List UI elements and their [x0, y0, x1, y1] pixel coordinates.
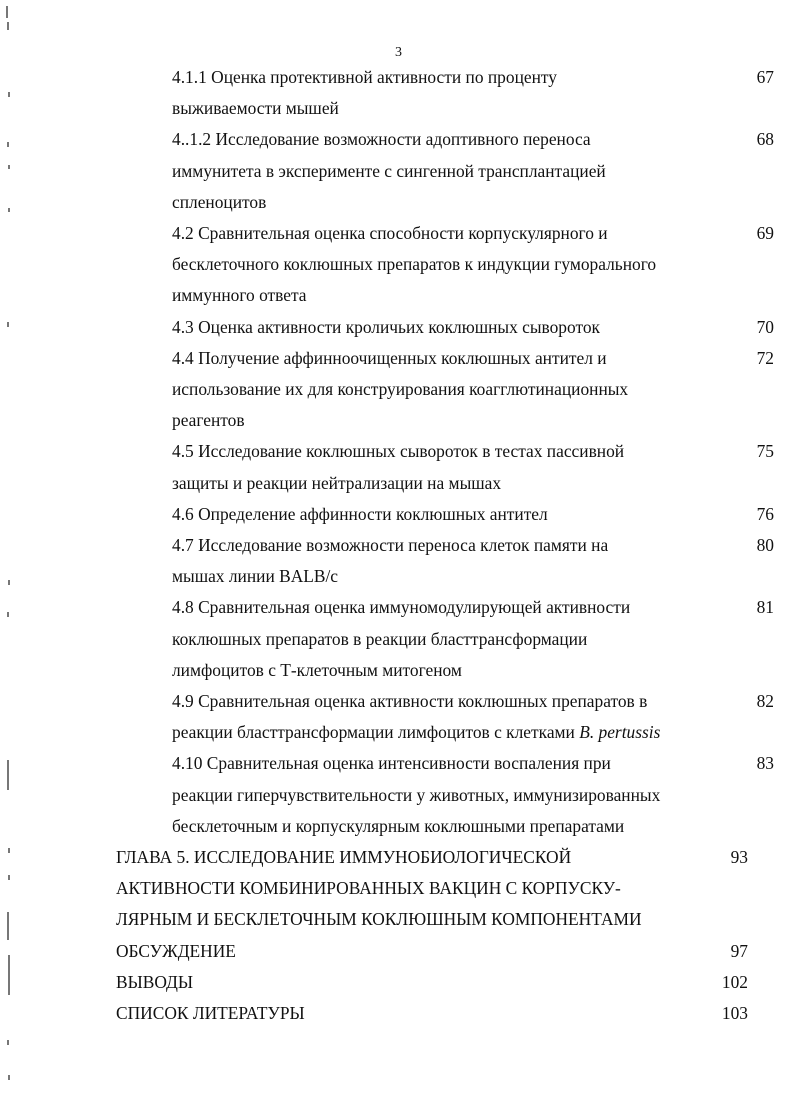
toc-entry-text: 4.1.1 Оценка протективной активности по проценту [172, 67, 557, 87]
toc-entry-line [116, 967, 716, 998]
toc-entry-text: АКТИВНОСТИ КОМБИНИРОВАННЫХ ВАКЦИН С КОРПУСКУ- [116, 878, 621, 899]
toc-entry-line [172, 343, 712, 374]
toc-page-number: 70 [756, 316, 774, 337]
toc-entry-line [116, 936, 716, 967]
toc-entry-text: бесклеточным и корпускулярным коклюшными препаратами [172, 815, 625, 836]
toc-entry-text: реагентов [172, 410, 245, 431]
toc-section-entry [172, 499, 774, 530]
toc-entry-line [172, 374, 712, 405]
toc-entry-line [116, 904, 716, 935]
toc-entry-line [172, 624, 712, 655]
toc-page-number: 67 [756, 67, 774, 87]
toc-section-entry [172, 436, 774, 498]
toc-entry-text: 4.10 Сравнительная оценка интенсивности воспаления при [172, 753, 611, 774]
toc-entry-text: 4.7 Исследование возможности переноса клеток памяти на [172, 535, 609, 556]
toc-section-entry [172, 62, 774, 124]
scan-mark [7, 22, 9, 30]
toc-entry-text: 4.2 Сравнительная оценка способности корпускулярного и [172, 223, 608, 244]
toc-chapter-entry [116, 842, 748, 936]
toc-entry-line [172, 468, 712, 499]
toc-entry-text: СПИСОК ЛИТЕРАТУРЫ [116, 1003, 305, 1024]
toc-entry-text: 4.9 Сравнительная оценка активности коклюшных препаратов в [172, 691, 648, 712]
toc-page-number: 93 [730, 847, 748, 868]
toc-entry-line [172, 62, 712, 93]
toc-entry-line [172, 748, 712, 779]
toc-section-entry [172, 124, 774, 218]
toc-entry-line [172, 592, 712, 623]
toc-entry-text: реакции гиперчувствительности у животных, иммунизированных [172, 784, 661, 805]
toc-entry-line [172, 717, 712, 748]
toc-section-entry [172, 312, 774, 343]
toc-section-entry [172, 218, 774, 312]
scan-mark [8, 1075, 10, 1080]
toc-entry-text: ОБСУЖДЕНИЕ [116, 940, 236, 961]
toc-entry-line [172, 436, 712, 467]
toc-entry-line [116, 873, 716, 904]
toc-entry-text: ВЫВОДЫ [116, 971, 194, 992]
toc-page-number: 69 [756, 223, 774, 244]
toc-entry-line [172, 249, 712, 280]
toc-chapter-entry [116, 998, 748, 1029]
toc-entry-text: 4.3 Оценка активности кроличьих коклюшных сывороток [172, 316, 600, 337]
toc-entry-text: коклюшных препаратов в реакции бласттрансформации [172, 628, 588, 649]
toc-entry-line [172, 124, 712, 155]
toc-entry-line [172, 156, 712, 187]
toc-entry-line [172, 686, 712, 717]
toc-section-entry [172, 686, 774, 748]
toc-entry-text: спленоцитов [172, 191, 267, 212]
toc-section-entry [172, 530, 774, 592]
toc-entry-text: реакции бласттрансформации лимфоцитов с клетками [172, 722, 580, 743]
toc-chapter-entry [116, 967, 748, 998]
toc-entry-text: защиты и реакции нейтрализации на мышах [172, 472, 502, 493]
toc-page-number: 72 [756, 347, 774, 368]
toc-section-entry [172, 748, 774, 842]
toc-entry-text: ГЛАВА 5. ИССЛЕДОВАНИЕ ИММУНОБИОЛОГИЧЕСКОЙ [116, 847, 572, 868]
toc-entry-text: иммунного ответа [172, 285, 307, 306]
toc-section-entry [172, 343, 774, 437]
toc-entry-line [172, 499, 712, 530]
toc-entry-line [172, 561, 712, 592]
toc-entry-text: выживаемости мышей [172, 98, 339, 119]
toc-entry-line [116, 998, 716, 1029]
toc-entry-line [172, 655, 712, 686]
toc-entry-text: мышах линии BALB/c [172, 566, 339, 587]
toc-entry-text: иммунитета в эксперименте с сингенной трансплантацией [172, 160, 606, 181]
toc-page-number: 81 [756, 597, 774, 618]
toc-chapter-entry [116, 936, 748, 967]
toc-page-number: 68 [756, 129, 774, 150]
toc-entry-line [172, 93, 712, 124]
toc-entry-line [116, 842, 716, 873]
toc-entry-text: 4.4 Получение аффинноочищенных коклюшных антител и [172, 347, 607, 368]
toc-entry-italic-text: B. pertussis [579, 722, 661, 743]
toc-page-number: 102 [721, 971, 748, 992]
toc-entry-text: 4.8 Сравнительная оценка иммуномодулирующей активности [172, 597, 631, 618]
toc-page-number: 82 [756, 691, 774, 712]
scan-mark [7, 1040, 9, 1045]
toc-entry-line [172, 218, 712, 249]
toc-page-number: 103 [721, 1003, 748, 1024]
toc-entry-text: 4.6 Определение аффинности коклюшных антител [172, 503, 548, 524]
toc-entry-text: использование их для конструирования коагглютинационных [172, 379, 629, 400]
toc-entry-line [172, 187, 712, 218]
scan-mark [6, 6, 8, 18]
toc-entry-text: лимфоцитов с Т-клеточным митогеном [172, 659, 462, 680]
toc-page-number: 97 [730, 940, 748, 961]
toc-entry-line [172, 530, 712, 561]
toc-entry-line [172, 280, 712, 311]
toc-entry-line [172, 405, 712, 436]
toc-entry-line [172, 780, 712, 811]
toc-page-number: 75 [756, 441, 774, 462]
toc-entry-text: ЛЯРНЫМ И БЕСКЛЕТОЧНЫМ КОКЛЮШНЫМ КОМПОНЕНТАМИ [116, 909, 642, 930]
toc-entry-line [172, 312, 712, 343]
toc-entry-text: бесклеточного коклюшных препаратов к индукции гуморального [172, 254, 657, 275]
toc-entry-line [172, 811, 712, 842]
toc-page-number: 83 [756, 753, 774, 774]
toc-entry-text: 4..1.2 Исследование возможности адоптивного переноса [172, 129, 591, 150]
table-of-contents [0, 62, 797, 1029]
toc-page-number: 76 [756, 503, 774, 524]
page-number: 3 [395, 45, 402, 60]
toc-page-number: 80 [756, 535, 774, 556]
toc-entry-text: 4.5 Исследование коклюшных сывороток в тестах пассивной [172, 441, 625, 462]
toc-section-entry [172, 592, 774, 686]
